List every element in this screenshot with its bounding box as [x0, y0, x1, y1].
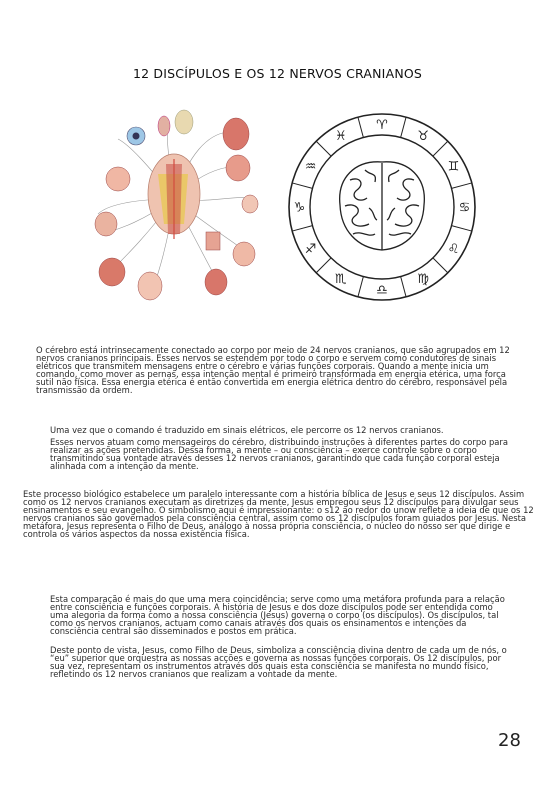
paragraph-4: Este processo biológico estabelece um paralelo interessante com a história bíblica de Jesus e seus 12 discípulos. Assim como os 12 nervos cranianos executam as diretrizes da mente, Jesus empregou seus 12 discípulos para divulgar seus ensinamentos e seu evangelho. O simbolismo aqui é impressionante: o s12 ao redor do unow reflete a ideia de que os 12 nervos cranianos são governados pela consciência central, assim como os 12 discípulos foram guiados por Jesus. Nesta metáfora, Jesus representa o Filho de Deus, análogo à nossa própria consciência, o núcleo do nosso ser que dirige e controla os vários aspectos da nossa existência física.: [23, 489, 534, 539]
paragraph-3: Esses nervos atuam como mensageiros do cérebro, distribuindo instruções à diferentes partes do corpo para realizar as ações pretendidas. Dessa forma, a mente – ou consciência – exerce controle sobre o corpo transmitindo sua vontade através desses 12 nervos cranianos, garantindo que cada função corporal esteja alinhada com a intenção da mente.: [50, 437, 509, 471]
brain-icon: [340, 162, 425, 250]
paragraph-6: Deste ponto de vista, Jesus, como Filho de Deus, simboliza a consciência divina dentro de cada um de nós, o “eu” superior que orquestra as nossas acções e governa as nossas funções corporais. Os 12 discípulos, por sua vez, representam os instrumentos através dos quais esta consciência se manifesta no mundo físico, refletindo os 12 nervos cranianos que realizam a vontade da mente.: [50, 645, 507, 679]
zodiac-sign-icon: ♑: [293, 200, 306, 216]
zodiac-divider: [316, 141, 331, 156]
zodiac-sign-icon: ♌: [447, 241, 460, 257]
zodiac-divider: [433, 258, 448, 273]
zodiac-divider: [401, 277, 406, 297]
paragraph-1: O cérebro está intrinsecamente conectado ao corpo por meio de 24 nervos cranianos, que são agrupados em 12 nervos cranianos principais. Esses nervos se estendem por todo o corpo e servem como condutores de sinais elétricos que transmitem mensagens entre o cérebro e várias funções corporais. Quando a mente inicia um comando, como mover as pernas, essa intenção mental é primeiro transformada em energia etérica, uma força sutil não física. Essa energia etérica é então convertida em energia elétrica dentro do cérebro, responsável pela transmissão da ordem.: [36, 345, 510, 395]
zodiac-divider: [401, 117, 406, 137]
zodiac-divider: [316, 258, 331, 273]
zodiac-divider: [452, 183, 472, 188]
zodiac-sign-icon: ♏: [334, 271, 347, 287]
page-title: 12 DISCÍPULOS E OS 12 NERVOS CRANIANOS: [132, 66, 423, 81]
zodiac-divider: [358, 277, 363, 297]
zodiac-divider: [433, 141, 448, 156]
paragraph-2: Uma vez que o comando é traduzido em sinais elétricos, ele percorre os 12 nervos cranianos.: [50, 425, 444, 435]
zodiac-sign-icon: ♈: [376, 118, 388, 133]
zodiac-sign-icon: ♊: [447, 159, 460, 175]
paragraph-5: Esta comparação é mais do que uma mera coincidência; serve como uma metáfora profunda para a relação entre consciência e funções corporais. A história de Jesus e dos doze discípulos pode ser entendida como uma alegoria da forma como a nossa consciência (Jesus) governa o corpo (os discípulos). Os discípulos, tal como os nervos cranianos, actuam como canais através dos quais os ensinamentos e intenções da consciência central são disseminados e postos em prática.: [50, 594, 505, 636]
zodiac-divider: [292, 226, 312, 231]
zodiac-sign-icon: ♉: [417, 129, 430, 145]
zodiac-sign-icon: ♒: [304, 159, 317, 175]
cranial-nerves-illustration: [88, 104, 260, 304]
zodiac-sign-icon: ♍: [417, 271, 430, 287]
zodiac-sign-icon: ♓: [334, 129, 347, 145]
zodiac-sign-icon: ♋: [458, 200, 471, 216]
zodiac-divider: [358, 117, 363, 137]
zodiac-brain-wheel: [285, 110, 479, 304]
zodiac-sign-icon: ♐: [304, 241, 317, 257]
page-number: 28: [498, 730, 521, 751]
zodiac-sign-icon: ♎: [376, 283, 388, 298]
zodiac-divider: [452, 226, 472, 231]
zodiac-divider: [292, 183, 312, 188]
